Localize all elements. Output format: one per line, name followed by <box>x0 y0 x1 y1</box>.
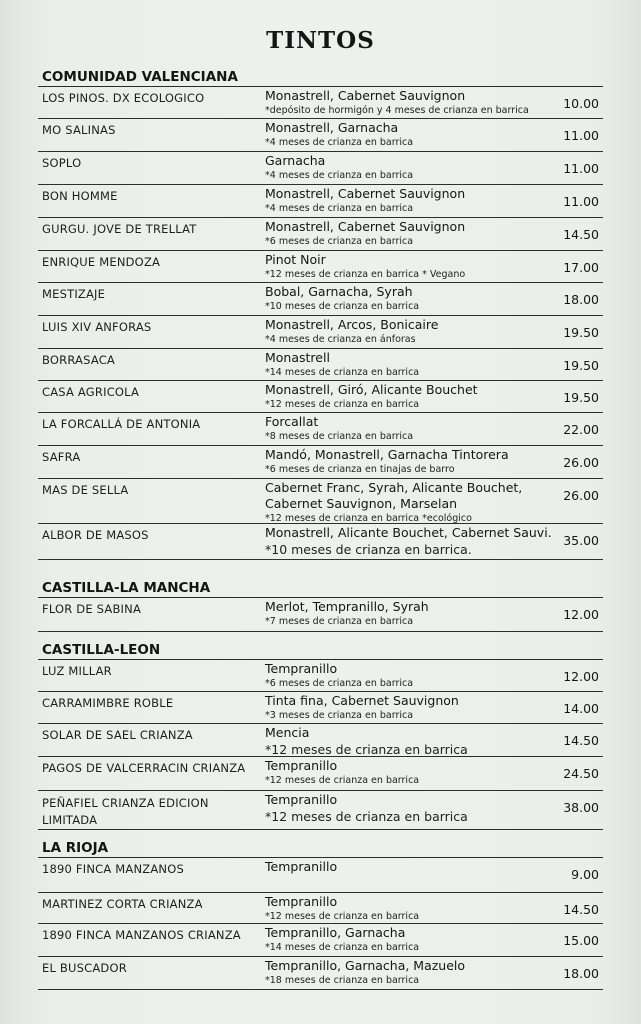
wine-name-text: FLOR DE SABINA <box>42 602 142 616</box>
wine-name <box>42 188 260 205</box>
grape-varieties <box>265 894 555 923</box>
section-heading: COMUNIDAD VALENCIANA <box>38 67 603 87</box>
grape-varieties <box>265 186 555 215</box>
wine-price: 24.50 <box>563 766 599 781</box>
wine-name <box>42 416 260 433</box>
aging-note: *12 meses de crianza en barrica <box>265 775 420 786</box>
wine-name-text: SAFRA <box>42 450 81 464</box>
wine-name <box>42 795 260 829</box>
wine-name-text-line2: LIMITADA <box>42 813 98 827</box>
wine-price: 14.50 <box>563 902 599 917</box>
wine-name <box>42 727 260 744</box>
grape-text: Tempranillo <box>265 859 338 874</box>
grape-text: Monastrell, Cabernet Sauvignon <box>265 219 466 234</box>
grape-text: Cabernet Franc, Syrah, Alicante Bouchet, <box>265 480 523 495</box>
wine-name <box>42 960 260 977</box>
wine-price: 12.00 <box>563 669 599 684</box>
grape-text: Forcallat <box>265 414 319 429</box>
wine-row <box>38 251 603 283</box>
wine-price: 15.00 <box>563 933 599 948</box>
wine-row <box>38 185 603 218</box>
wine-name-text: LA FORCALLÁ DE ANTONIA <box>42 417 201 431</box>
section-heading: CASTILLA-LEON <box>38 640 603 660</box>
wine-row <box>38 87 603 119</box>
wine-price: 17.00 <box>563 260 599 275</box>
wine-name <box>42 663 260 680</box>
wine-price: 14.00 <box>563 701 599 716</box>
wine-name-text: ALBOR DE MASOS <box>42 528 149 542</box>
aging-note: *12 meses de crianza en barrica <box>265 911 420 922</box>
wine-name-text: SOPLO <box>42 156 82 170</box>
wine-name <box>42 896 260 913</box>
aging-note: *14 meses de crianza en barrica <box>265 942 420 953</box>
grape-varieties <box>265 958 555 987</box>
wine-name <box>42 927 260 944</box>
wine-price: 22.00 <box>563 422 599 437</box>
grape-varieties <box>265 382 555 411</box>
wine-row <box>38 757 603 791</box>
grape-text: Merlot, Tempranillo, Syrah <box>265 599 429 614</box>
aging-note: *12 meses de crianza en barrica <box>265 809 468 824</box>
aging-note: *depósito de hormigón y 4 meses de crianza en barrica <box>265 105 529 116</box>
wine-row <box>38 957 603 990</box>
page-title: TINTOS <box>266 27 375 54</box>
wine-name <box>42 760 260 777</box>
wine-name <box>42 449 260 466</box>
grape-text: Tinta fina, Cabernet Sauvignon <box>265 693 459 708</box>
grape-varieties <box>265 725 555 759</box>
wine-name-text: CASA AGRICOLA <box>42 385 140 399</box>
section-spacer <box>0 560 641 578</box>
wine-name-text: 1890 FINCA MANZANOS <box>42 862 184 876</box>
grape-varieties <box>265 350 555 379</box>
grape-varieties <box>265 153 555 182</box>
wine-name <box>42 352 260 369</box>
grape-varieties <box>265 252 555 281</box>
grape-varieties <box>265 925 555 954</box>
wine-price: 14.50 <box>563 227 599 242</box>
wine-row <box>38 413 603 446</box>
section-spacer <box>0 632 641 640</box>
wine-name-text: LOS PINOS. DX ECOLOGICO <box>42 91 205 105</box>
section-heading: LA RIOJA <box>38 838 603 858</box>
section-spacer <box>0 57 641 67</box>
wine-row <box>38 349 603 381</box>
wine-row <box>38 283 603 316</box>
wine-price: 18.00 <box>563 966 599 981</box>
grape-text: Bobal, Garnacha, Syrah <box>265 284 413 299</box>
grape-text: Tempranillo <box>265 792 338 807</box>
aging-note: *10 meses de crianza en barrica <box>265 301 420 312</box>
wine-row <box>38 858 603 893</box>
grape-text: Garnacha <box>265 153 326 168</box>
aging-note: *8 meses de crianza en barrica <box>265 431 414 442</box>
wine-price: 26.00 <box>563 455 599 470</box>
wine-name-text: MO SALINAS <box>42 123 116 137</box>
wine-row <box>38 893 603 924</box>
wine-row <box>38 598 603 632</box>
wine-name-text: LUZ MILLAR <box>42 664 112 678</box>
wine-name <box>42 527 260 544</box>
aging-note: *18 meses de crianza en barrica <box>265 975 420 986</box>
grape-text: Monastrell, Giró, Alicante Bouchet <box>265 382 478 397</box>
grape-text: Monastrell <box>265 350 330 365</box>
aging-note: *3 meses de crianza en barrica <box>265 710 414 721</box>
wine-name <box>42 319 260 336</box>
wine-name <box>42 155 260 172</box>
wine-row <box>38 316 603 349</box>
wine-name <box>42 90 260 107</box>
wine-row <box>38 218 603 251</box>
wine-row <box>38 924 603 957</box>
wine-price: 38.00 <box>563 800 599 815</box>
grape-varieties <box>265 792 555 826</box>
wine-price: 11.00 <box>563 194 599 209</box>
wine-row <box>38 791 603 830</box>
wine-price: 11.00 <box>563 161 599 176</box>
wine-name-text: ENRIQUE MENDOZA <box>42 255 161 269</box>
wine-row <box>38 660 603 692</box>
wine-row <box>38 446 603 479</box>
grape-varieties <box>265 447 555 476</box>
wine-name-text: GURGU. JOVE DE TRELLAT <box>42 222 197 236</box>
grape-varieties <box>265 414 555 443</box>
wine-price: 14.50 <box>563 733 599 748</box>
grape-varieties <box>265 859 555 875</box>
grape-text: Tempranillo <box>265 661 338 676</box>
wine-name-text: MARTINEZ CORTA CRIANZA <box>42 897 203 911</box>
wine-name-text: BON HOMME <box>42 189 118 203</box>
wine-row <box>38 524 603 560</box>
grape-text: Monastrell, Alicante Bouchet, Cabernet Sauvi. <box>265 525 552 540</box>
wine-price: 19.50 <box>563 358 599 373</box>
wine-price: 18.00 <box>563 292 599 307</box>
wine-name-text: SOLAR DE SAEL CRIANZA <box>42 728 193 742</box>
wine-row <box>38 152 603 185</box>
wine-name-text: BORRASACA <box>42 353 115 367</box>
wine-price: 11.00 <box>563 128 599 143</box>
aging-note: *12 meses de crianza en barrica *ecológico <box>265 513 472 524</box>
wine-name-text: 1890 FINCA MANZANOS CRIANZA <box>42 928 241 942</box>
wine-price: 12.00 <box>563 607 599 622</box>
wine-name <box>42 384 260 401</box>
wine-name-text: LUIS XIV ANFORAS <box>42 320 152 334</box>
grape-text: Monastrell, Garnacha <box>265 120 399 135</box>
wine-row <box>38 381 603 413</box>
aging-note: *12 meses de crianza en barrica <box>265 742 468 757</box>
wine-name-text: PEÑAFIEL CRIANZA EDICION <box>42 796 209 810</box>
wine-name <box>42 254 260 271</box>
wine-price: 26.00 <box>563 488 599 503</box>
wine-name <box>42 695 260 712</box>
wine-name <box>42 221 260 238</box>
grape-text: Monastrell, Arcos, Bonicaire <box>265 317 439 332</box>
wine-name-text: MESTIZAJE <box>42 287 106 301</box>
grape-varieties <box>265 693 555 722</box>
grape-varieties <box>265 480 555 525</box>
wine-name <box>42 861 260 878</box>
wine-name-text: PAGOS DE VALCERRACIN CRIANZA <box>42 761 246 775</box>
aging-note: *4 meses de crianza en barrica <box>265 203 414 214</box>
grape-text: Tempranillo, Garnacha, Mazuelo <box>265 958 466 973</box>
aging-note: *7 meses de crianza en barrica <box>265 616 414 627</box>
wine-name <box>42 482 260 499</box>
wine-row <box>38 119 603 152</box>
wine-price: 35.00 <box>563 533 599 548</box>
aging-note: *4 meses de crianza en barrica <box>265 137 414 148</box>
wine-list <box>0 57 641 990</box>
grape-text: Mandó, Monastrell, Garnacha Tintorera <box>265 447 509 462</box>
section-heading: CASTILLA-LA MANCHA <box>38 578 603 598</box>
grape-varieties <box>265 525 555 559</box>
grape-varieties <box>265 284 555 313</box>
wine-name <box>42 286 260 303</box>
wine-row <box>38 479 603 524</box>
grape-text: Tempranillo, Garnacha <box>265 925 406 940</box>
aging-note: *10 meses de crianza en barrica. <box>265 542 472 557</box>
wine-name-text: CARRAMIMBRE ROBLE <box>42 696 174 710</box>
wine-name <box>42 122 260 139</box>
aging-note: *6 meses de crianza en barrica <box>265 678 414 689</box>
wine-price: 19.50 <box>563 325 599 340</box>
grape-varieties <box>265 120 555 149</box>
aging-note: *4 meses de crianza en ánforas <box>265 334 416 345</box>
grape-varieties <box>265 317 555 346</box>
wine-name <box>42 601 260 618</box>
grape-text: Monastrell, Cabernet Sauvignon <box>265 186 466 201</box>
grape-varieties <box>265 661 555 690</box>
aging-note: *4 meses de crianza en barrica <box>265 170 414 181</box>
grape-text: Monastrell, Cabernet Sauvignon <box>265 88 466 103</box>
wine-name-text: MAS DE SELLA <box>42 483 129 497</box>
wine-row <box>38 724 603 757</box>
grape-text: Pinot Noir <box>265 252 326 267</box>
aging-note: *12 meses de crianza en barrica * Vegano <box>265 269 466 280</box>
grape-text-line2: Cabernet Sauvignon, Marselan <box>265 496 458 511</box>
grape-varieties <box>265 219 555 248</box>
grape-varieties <box>265 599 555 628</box>
grape-text: Tempranillo <box>265 758 338 773</box>
aging-note: *6 meses de crianza en tinajas de barro <box>265 464 455 475</box>
aging-note: *12 meses de crianza en barrica <box>265 399 420 410</box>
aging-note: *6 meses de crianza en barrica <box>265 236 414 247</box>
wine-name-text: EL BUSCADOR <box>42 961 127 975</box>
section-spacer <box>0 830 641 838</box>
wine-price: 10.00 <box>563 96 599 111</box>
wine-row <box>38 692 603 724</box>
grape-text: Mencia <box>265 725 310 740</box>
grape-text: Tempranillo <box>265 894 338 909</box>
aging-note: *14 meses de crianza en barrica <box>265 367 420 378</box>
wine-price: 9.00 <box>571 867 599 882</box>
grape-varieties <box>265 758 555 787</box>
grape-varieties <box>265 88 555 117</box>
wine-price: 19.50 <box>563 390 599 405</box>
